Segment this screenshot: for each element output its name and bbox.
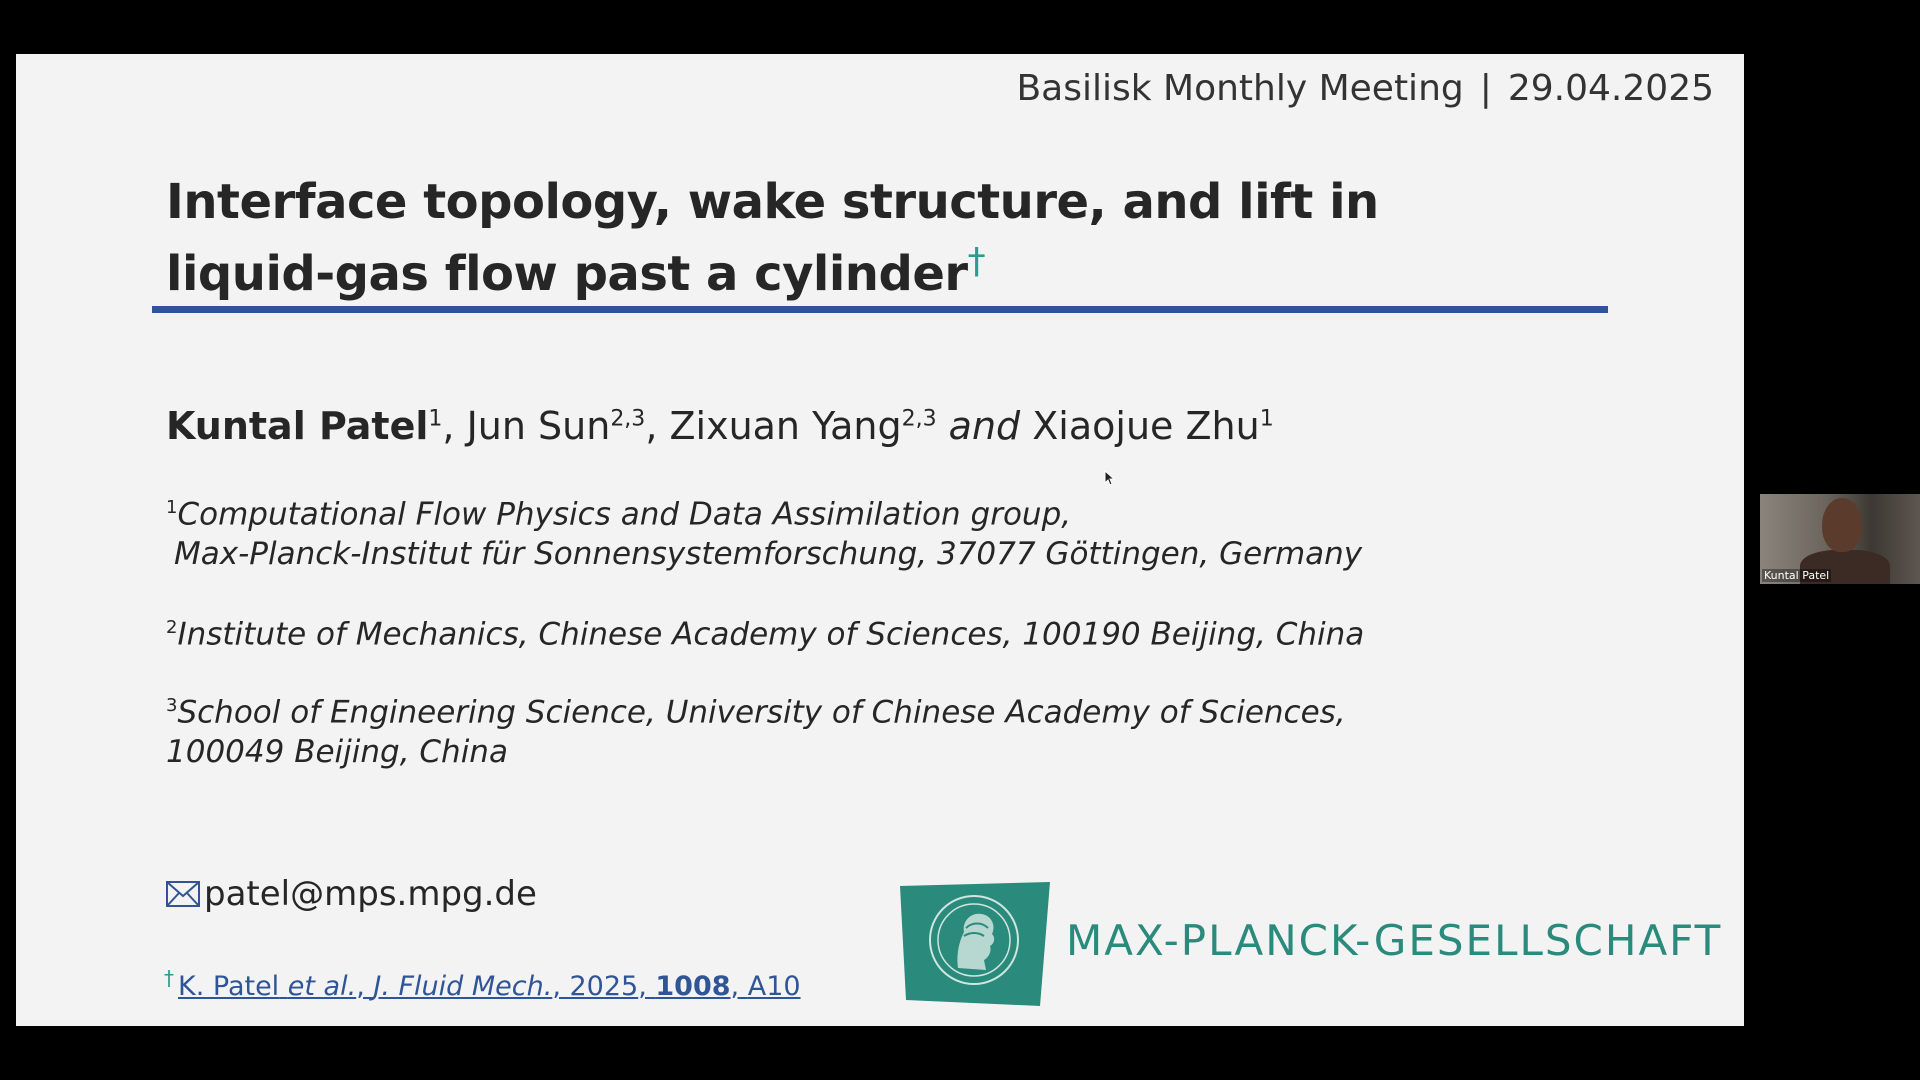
author-affiliation-number: 1 (428, 406, 443, 432)
author-separator: , (442, 404, 467, 448)
affiliation-number: 2 (166, 617, 178, 638)
author-list (166, 404, 1274, 448)
affiliation-number: 3 (166, 695, 178, 716)
title-dagger: † (967, 241, 986, 282)
reference-journal: J. Fluid Mech. (373, 971, 553, 1002)
author-name: Zixuan Yang (669, 404, 902, 448)
event-name: Basilisk Monthly Meeting (1016, 68, 1464, 109)
title-line-2: liquid-gas flow past a cylinder (166, 246, 968, 302)
max-planck-logo (900, 882, 1050, 1006)
author-name: Kuntal Patel (166, 404, 429, 448)
author-affiliation-number: 2,3 (901, 406, 937, 432)
header-separator: | (1479, 68, 1492, 109)
affiliation (166, 488, 1362, 574)
author-separator: , (645, 404, 670, 448)
reference-etal: et al. (287, 971, 357, 1002)
participant-head (1822, 498, 1862, 552)
participant-name-label: Kuntal Patel (1764, 569, 1830, 582)
contact-email (166, 874, 537, 914)
reference-year: 2025 (569, 971, 639, 1002)
organization-name: MAX-PLANCK-GESELLSCHAFT (1066, 916, 1723, 965)
title-line-1: Interface topology, wake structure, and lift in (166, 174, 1379, 230)
event-date: 29.04.2025 (1507, 68, 1714, 109)
author-and: and (948, 404, 1021, 448)
affiliation-line: School of Engineering Science, University of Chinese Academy of Sciences, (177, 694, 1346, 731)
affiliation-line: Max-Planck-Institut für Sonnensystemforschung, 37077 Göttingen, Germany (174, 536, 1363, 573)
author-affiliation-number: 2,3 (610, 406, 646, 432)
affiliation (166, 686, 1346, 772)
author-name: Xiaojue Zhu (1032, 404, 1260, 448)
affiliation (166, 608, 1364, 654)
reference-volume: 1008 (655, 971, 731, 1002)
envelope-icon (166, 881, 200, 907)
reference-article: A10 (747, 971, 801, 1002)
email-address: patel@mps.mpg.de (204, 874, 537, 914)
presentation-slide (16, 54, 1744, 1026)
affiliation-number: 1 (166, 497, 178, 518)
title-rule (152, 306, 1608, 313)
author-name: Jun Sun (466, 404, 611, 448)
slide-title (166, 172, 1466, 304)
affiliation-line: Computational Flow Physics and Data Assimilation group, (177, 496, 1072, 533)
author-affiliation-number: 1 (1259, 406, 1274, 432)
slide-header (1016, 68, 1714, 109)
affiliation-line: 100049 Beijing, China (166, 734, 508, 771)
participant-video-tile[interactable] (1760, 494, 1920, 584)
reference-dagger: † (164, 966, 174, 990)
mouse-cursor-icon (1104, 470, 1116, 486)
affiliation-line: Institute of Mechanics, Chinese Academy of Sciences, 100190 Beijing, China (177, 616, 1365, 653)
reference-link[interactable]: K. Patel et al., J. Fluid Mech., 2025, 1008, A10 (178, 971, 801, 1002)
reference-authors: K. Patel (178, 971, 280, 1002)
paper-reference (164, 966, 801, 1002)
